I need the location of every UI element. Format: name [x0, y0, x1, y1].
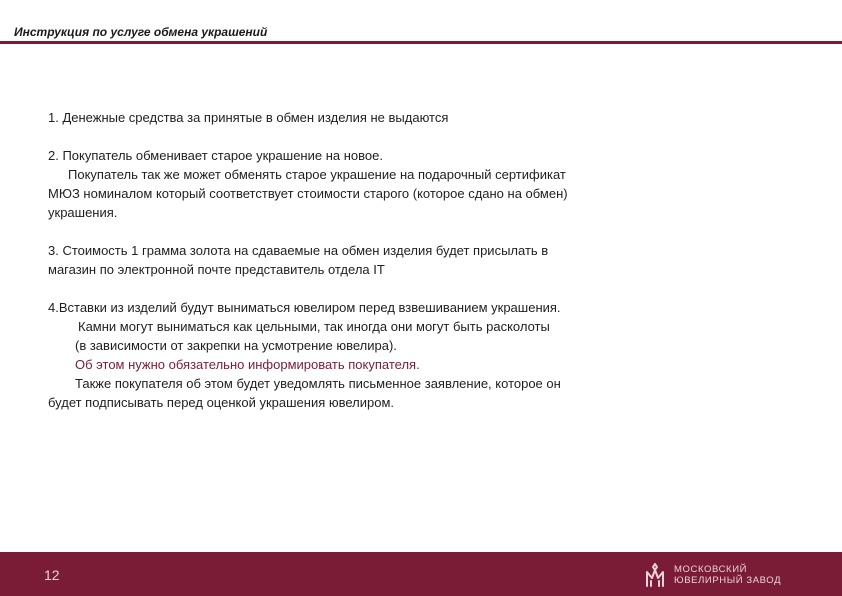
- slide-title: Инструкция по услуге обмена украшений: [14, 25, 268, 39]
- instruction-item-4-warning: Об этом нужно обязательно информировать покупателя.: [75, 357, 420, 372]
- instruction-item-2-line-4: украшения.: [48, 205, 118, 220]
- instruction-item-2-line-3: МЮЗ номиналом который соответствует стоимости старого (которое сдано на обмен): [48, 186, 568, 201]
- brand-name-line-1: МОСКОВСКИЙ: [674, 564, 748, 575]
- instruction-item-4-line-5: Также покупателя об этом будет уведомлять письменное заявление, которое он: [75, 376, 561, 391]
- spacer: [48, 222, 748, 241]
- instruction-item-4-line-2: Камни могут выниматься как цельными, так иногда они могут быть расколоты: [78, 319, 550, 334]
- instruction-item-4-line-3: (в зависимости от закрепки на усмотрение ювелира).: [75, 338, 397, 353]
- spacer: [48, 127, 748, 146]
- brand-logo: [644, 562, 781, 588]
- page-number: 12: [44, 567, 60, 583]
- instruction-item-2-line-2: Покупатель так же может обменять старое украшение на подарочный сертификат: [68, 167, 566, 182]
- spacer: [48, 279, 748, 298]
- instruction-item-2-line-1: 2. Покупатель обменивает старое украшение на новое.: [48, 148, 383, 163]
- brand-name-line-2: ЮВЕЛИРНЫЙ ЗАВОД: [674, 575, 782, 586]
- instruction-item-3-line-2: магазин по электронной почте представитель отдела IT: [48, 262, 385, 277]
- instruction-list: [48, 108, 748, 412]
- title-divider: [0, 41, 842, 44]
- instruction-item-3-line-1: 3. Стоимость 1 грамма золота на сдаваемые на обмен изделия будет присылать в: [48, 243, 549, 258]
- instruction-item-1: 1. Денежные средства за принятые в обмен изделия не выдаются: [48, 110, 449, 125]
- instruction-item-4-line-6: будет подписывать перед оценкой украшения ювелиром.: [48, 395, 395, 410]
- instruction-item-4-line-1: 4.Вставки из изделий будут выниматься ювелиром перед взвешиванием украшения.: [48, 300, 561, 315]
- footer-bar: [0, 552, 842, 596]
- mjz-logo-icon: [644, 562, 666, 588]
